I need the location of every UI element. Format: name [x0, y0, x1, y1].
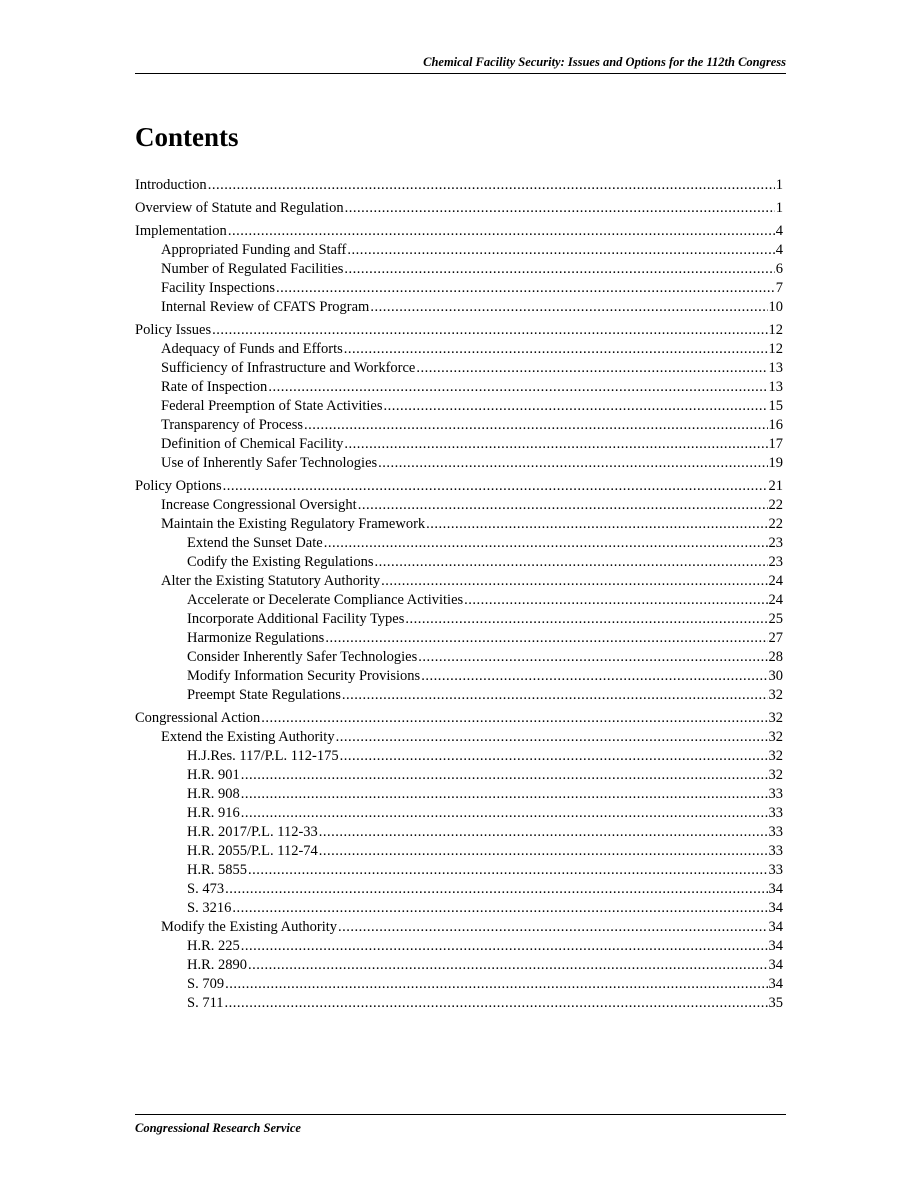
toc-entry-page: 35	[768, 995, 783, 1011]
toc-dot-leader	[383, 397, 767, 416]
toc-entry-page: 13	[768, 360, 783, 376]
toc-entry-title: H.R. 2017/P.L. 112-33	[187, 824, 318, 840]
toc-dot-leader	[248, 956, 767, 975]
toc-entry	[135, 686, 783, 705]
toc-dot-leader	[223, 477, 768, 496]
toc-entry-page: 4	[775, 242, 783, 258]
toc-entry-title: Policy Options	[135, 478, 222, 494]
toc-dot-leader	[225, 994, 768, 1013]
toc-entry-title: S. 3216	[187, 900, 232, 916]
toc-entry-title: Federal Preemption of State Activities	[161, 398, 383, 414]
toc-entry-title: H.R. 901	[187, 767, 240, 783]
toc-entry	[135, 397, 783, 416]
toc-dot-leader	[241, 766, 768, 785]
table-of-contents	[135, 176, 783, 1013]
toc-entry-title: Preempt State Regulations	[187, 687, 341, 703]
toc-entry	[135, 629, 783, 648]
toc-entry-title: Use of Inherently Safer Technologies	[161, 455, 378, 471]
toc-entry-page: 19	[768, 455, 783, 471]
toc-entry-page: 33	[768, 843, 783, 859]
toc-entry-title: Overview of Statute and Regulation	[135, 200, 344, 216]
toc-dot-leader	[381, 572, 767, 591]
toc-entry-page: 34	[768, 900, 783, 916]
toc-dot-leader	[232, 899, 767, 918]
toc-entry-page: 34	[768, 976, 783, 992]
toc-entry-page: 17	[768, 436, 783, 452]
toc-entry	[135, 766, 783, 785]
toc-entry-page: 7	[775, 280, 783, 296]
toc-entry-title: Appropriated Funding and Staff	[161, 242, 347, 258]
toc-entry-title: S. 709	[187, 976, 225, 992]
toc-entry-title: Accelerate or Decelerate Compliance Activities	[187, 592, 464, 608]
toc-entry-page: 4	[775, 223, 783, 239]
toc-entry-title: Facility Inspections	[161, 280, 275, 296]
toc-entry-title: Alter the Existing Statutory Authority	[161, 573, 381, 589]
toc-dot-leader	[225, 880, 767, 899]
toc-entry-title: Codify the Existing Regulations	[187, 554, 374, 570]
toc-entry-title: Introduction	[135, 177, 207, 193]
toc-entry	[135, 975, 783, 994]
toc-entry-title: Rate of Inspection	[161, 379, 268, 395]
toc-dot-leader	[212, 321, 767, 340]
toc-entry	[135, 534, 783, 553]
toc-dot-leader	[268, 378, 767, 397]
toc-dot-leader	[345, 199, 775, 218]
toc-entry	[135, 176, 783, 195]
toc-dot-leader	[340, 747, 768, 766]
toc-dot-leader	[225, 975, 767, 994]
toc-entry-page: 22	[768, 516, 783, 532]
toc-dot-leader	[344, 435, 767, 454]
toc-entry	[135, 222, 783, 241]
toc-dot-leader	[261, 709, 767, 728]
toc-dot-leader	[374, 553, 767, 572]
toc-entry-page: 32	[768, 748, 783, 764]
toc-entry-page: 34	[768, 881, 783, 897]
toc-entry-title: Policy Issues	[135, 322, 212, 338]
toc-entry-page: 32	[768, 710, 783, 726]
toc-entry	[135, 454, 783, 473]
toc-dot-leader	[228, 222, 775, 241]
toc-entry	[135, 321, 783, 340]
toc-entry-title: Adequacy of Funds and Efforts	[161, 341, 343, 357]
toc-entry-title: Increase Congressional Oversight	[161, 497, 357, 513]
toc-dot-leader	[241, 937, 768, 956]
toc-entry-page: 33	[768, 786, 783, 802]
toc-entry-page: 6	[775, 261, 783, 277]
toc-entry-page: 33	[768, 805, 783, 821]
toc-dot-leader	[344, 340, 768, 359]
toc-dot-leader	[358, 496, 768, 515]
toc-entry-page: 23	[768, 535, 783, 551]
toc-entry	[135, 709, 783, 728]
toc-dot-leader	[248, 861, 767, 880]
toc-dot-leader	[342, 686, 768, 705]
toc-entry-title: Modify Information Security Provisions	[187, 668, 421, 684]
toc-entry-title: Number of Regulated Facilities	[161, 261, 344, 277]
toc-dot-leader	[304, 416, 767, 435]
toc-entry-page: 1	[775, 177, 783, 193]
toc-entry-title: Transparency of Process	[161, 417, 304, 433]
toc-entry-page: 10	[768, 299, 783, 315]
toc-entry	[135, 378, 783, 397]
toc-entry	[135, 553, 783, 572]
toc-entry	[135, 861, 783, 880]
footer-rule	[135, 1114, 786, 1115]
toc-entry-title: Extend the Existing Authority	[161, 729, 335, 745]
toc-dot-leader	[378, 454, 767, 473]
toc-entry-title: H.R. 916	[187, 805, 240, 821]
toc-dot-leader	[325, 629, 767, 648]
toc-entry	[135, 648, 783, 667]
toc-entry-page: 34	[768, 938, 783, 954]
toc-entry-title: Modify the Existing Authority	[161, 919, 338, 935]
toc-entry-page: 28	[768, 649, 783, 665]
toc-entry	[135, 416, 783, 435]
toc-entry-page: 24	[768, 592, 783, 608]
toc-entry-title: Implementation	[135, 223, 227, 239]
toc-entry-title: H.R. 5855	[187, 862, 248, 878]
toc-entry-title: S. 711	[187, 995, 224, 1011]
toc-entry-page: 21	[768, 478, 783, 494]
toc-entry	[135, 496, 783, 515]
toc-entry-page: 24	[768, 573, 783, 589]
toc-entry-title: Maintain the Existing Regulatory Framework	[161, 516, 426, 532]
toc-entry-title: Definition of Chemical Facility	[161, 436, 344, 452]
toc-dot-leader	[347, 241, 774, 260]
header-rule	[135, 73, 786, 74]
toc-entry-title: S. 473	[187, 881, 225, 897]
toc-entry	[135, 477, 783, 496]
toc-entry-title: H.J.Res. 117/P.L. 112-175	[187, 748, 339, 764]
toc-entry-page: 13	[768, 379, 783, 395]
toc-entry-page: 33	[768, 824, 783, 840]
contents-title: Contents	[135, 122, 239, 152]
toc-entry	[135, 842, 783, 861]
toc-dot-leader	[338, 918, 767, 937]
toc-entry	[135, 515, 783, 534]
toc-entry	[135, 956, 783, 975]
toc-entry-title: Harmonize Regulations	[187, 630, 325, 646]
toc-dot-leader	[319, 823, 768, 842]
toc-entry-title: H.R. 2055/P.L. 112-74	[187, 843, 318, 859]
toc-entry-page: 25	[768, 611, 783, 627]
toc-entry	[135, 610, 783, 629]
toc-dot-leader	[426, 515, 767, 534]
toc-entry-page: 12	[768, 341, 783, 357]
toc-dot-leader	[370, 298, 767, 317]
toc-entry-page: 32	[768, 729, 783, 745]
toc-entry	[135, 880, 783, 899]
toc-entry-page: 15	[768, 398, 783, 414]
toc-entry	[135, 260, 783, 279]
toc-entry	[135, 899, 783, 918]
toc-dot-leader	[241, 804, 768, 823]
toc-entry	[135, 199, 783, 218]
running-header: Chemical Facility Security: Issues and Options for the 112th Congress	[423, 55, 786, 69]
toc-entry-page: 30	[768, 668, 783, 684]
toc-entry	[135, 994, 783, 1013]
toc-entry-title: Extend the Sunset Date	[187, 535, 323, 551]
toc-entry-title: Congressional Action	[135, 710, 261, 726]
toc-entry-page: 16	[768, 417, 783, 433]
toc-entry-page: 33	[768, 862, 783, 878]
toc-entry	[135, 823, 783, 842]
toc-entry	[135, 728, 783, 747]
toc-entry-page: 1	[775, 200, 783, 216]
toc-entry-page: 32	[768, 767, 783, 783]
toc-entry-page: 23	[768, 554, 783, 570]
toc-entry-page: 34	[768, 957, 783, 973]
toc-entry	[135, 298, 783, 317]
toc-dot-leader	[336, 728, 768, 747]
toc-entry-page: 12	[768, 322, 783, 338]
toc-entry	[135, 937, 783, 956]
toc-entry-page: 34	[768, 919, 783, 935]
toc-entry	[135, 340, 783, 359]
toc-entry-title: H.R. 2890	[187, 957, 248, 973]
toc-dot-leader	[276, 279, 775, 298]
toc-dot-leader	[464, 591, 767, 610]
toc-dot-leader	[344, 260, 774, 279]
toc-entry-title: H.R. 908	[187, 786, 240, 802]
toc-entry	[135, 667, 783, 686]
toc-entry	[135, 241, 783, 260]
toc-entry	[135, 279, 783, 298]
toc-entry-title: Incorporate Additional Facility Types	[187, 611, 405, 627]
toc-dot-leader	[241, 785, 768, 804]
toc-entry-title: Internal Review of CFATS Program	[161, 299, 370, 315]
toc-entry	[135, 591, 783, 610]
toc-entry	[135, 785, 783, 804]
toc-entry	[135, 804, 783, 823]
toc-entry	[135, 435, 783, 454]
toc-entry	[135, 747, 783, 766]
toc-entry-title: H.R. 225	[187, 938, 240, 954]
toc-entry	[135, 572, 783, 591]
toc-dot-leader	[324, 534, 768, 553]
running-footer: Congressional Research Service	[135, 1121, 301, 1135]
toc-dot-leader	[208, 176, 775, 195]
toc-entry-page: 27	[768, 630, 783, 646]
toc-entry-title: Consider Inherently Safer Technologies	[187, 649, 418, 665]
toc-entry-page: 32	[768, 687, 783, 703]
toc-dot-leader	[405, 610, 767, 629]
toc-entry	[135, 359, 783, 378]
toc-dot-leader	[319, 842, 768, 861]
toc-dot-leader	[416, 359, 767, 378]
toc-dot-leader	[421, 667, 767, 686]
toc-entry	[135, 918, 783, 937]
toc-entry-page: 22	[768, 497, 783, 513]
toc-entry-title: Sufficiency of Infrastructure and Workforce	[161, 360, 416, 376]
toc-dot-leader	[418, 648, 767, 667]
